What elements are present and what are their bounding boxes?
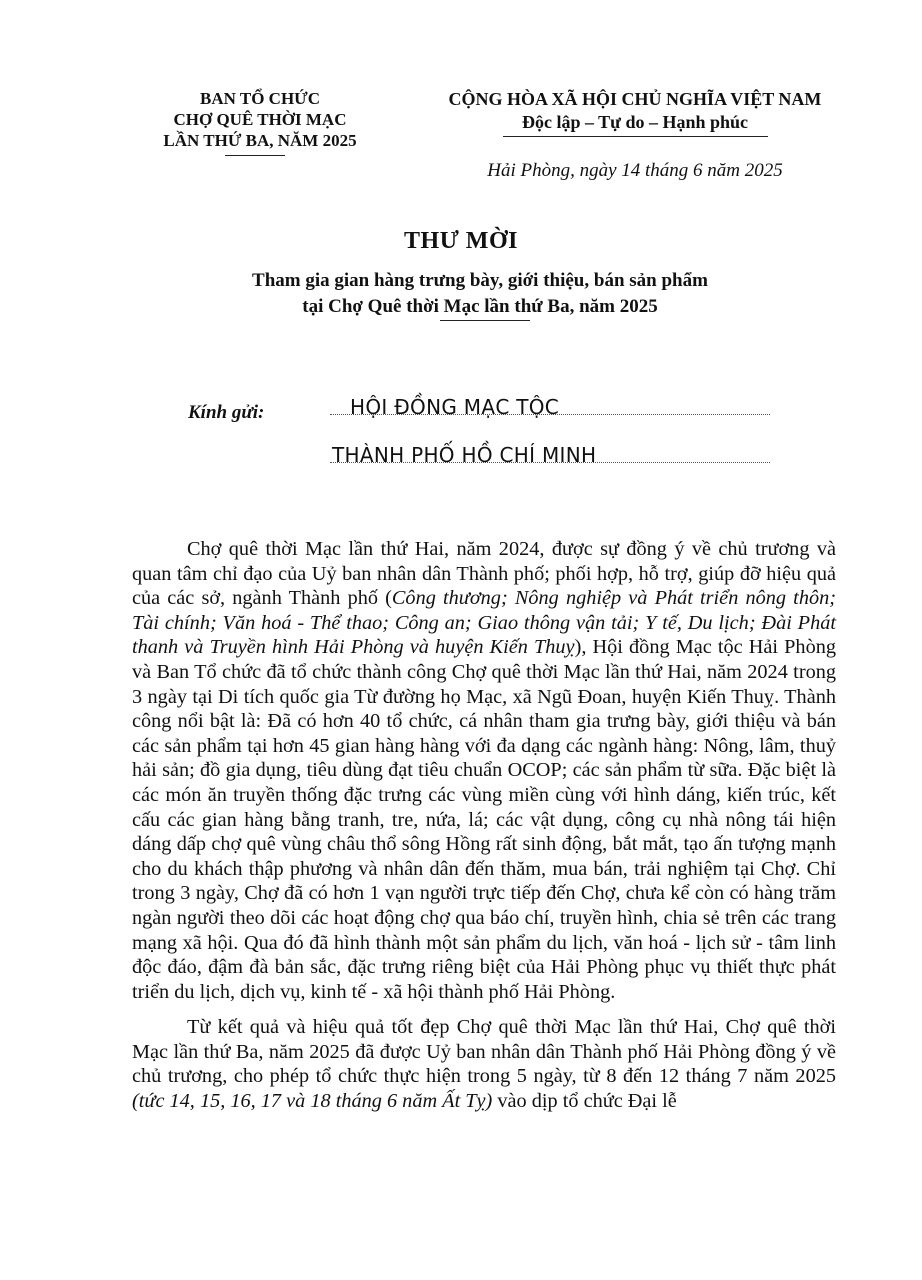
paragraph-1-italic: Công thương; Nông nghiệp và Phát triển nông thôn; Tài chính; Văn hoá - Thể thao; Công an; Giao thông vận tải; Y tế, Du lịch; Đài Phát thanh và Truyền hình Hải Phòng và huyện Kiến Thuỵ <box>132 587 836 659</box>
paragraph-2-text-a: Từ kết quả và hiệu quả tốt đẹp Chợ quê thời Mạc lần thứ Hai, Chợ quê thời Mạc lần thứ Ba, năm 2025 đã được Uỷ ban nhân dân Thành phố Hải Phòng đồng ý về chủ trương, cho phép tổ chức thực hiện trong 5 ngày, từ 8 đến 12 tháng 7 năm 2025 <box>132 1016 836 1088</box>
organizer-block <box>130 88 390 151</box>
paragraph-1 <box>132 537 836 1004</box>
paragraph-2-italic: (tức 14, 15, 16, 17 và 18 tháng 6 năm Ất Tỵ) <box>132 1090 493 1113</box>
document-subtitle <box>150 268 810 320</box>
national-header <box>420 88 850 134</box>
organizer-line-1: BAN TỔ CHỨC <box>200 89 320 108</box>
document-title: THƯ MỜI <box>404 228 518 254</box>
national-motto: Độc lập – Tự do – Hạnh phúc <box>521 112 749 132</box>
paragraph-1-text-a: Chợ quê thời Mạc lần thứ Hai, năm 2024, được sự đồng ý về chủ trương và quan tâm chỉ đạo của Uỷ ban nhân dân Thành phố; phối hợp, hỗ trợ, giúp đỡ hiệu quả của các sở, ngành Thành phố ( <box>132 538 836 610</box>
subtitle-underline <box>440 320 530 321</box>
document-date: Hải Phòng, ngày 14 tháng 6 năm 2025 <box>487 160 783 181</box>
paragraph-1-text-b: ), Hội đồng Mạc tộc Hải Phòng và Ban Tổ chức đã tổ chức thành công Chợ quê thời Mạc lần thứ Hai, năm 2024 trong 3 ngày tại Di tích quốc gia Từ đường họ Mạc, xã Ngũ Đoan, huyện Kiến Thuỵ. Thành công nổi bật là: Đã có hơn 40 tổ chức, cá nhân tham gia trưng bày, giới thiệu và bán các sản phẩm tại hơn 45 gian hàng hàng với đa dạng các ngành hàng: Nông, lâm, thuỷ hải sản; đồ gia dụng, tiêu dùng đạt tiêu chuẩn OCOP; các sản phẩm từ sữa. Đặc biệt là các món ăn truyền thống đặc trưng các vùng miền cùng với hình dáng, kiến trúc, kết cấu các gian hàng bằng tranh, tre, nứa, lá; các vật dụng, công cụ nhà nông tái hiện dáng dấp chợ quê vùng châu thổ sông Hồng rất sinh động, bắt mắt, tạo ấn tượng mạnh cho du khách thập phương và nhân dân đến thăm, mua bán, trải nghiệm tại Chợ. Chỉ trong 3 ngày, Chợ đã có hơn 1 vạn người trực tiếp đến Chợ, chưa kể còn có hàng trăm ngàn người theo dõi các hoạt động chợ qua báo chí, truyền hình, chia sẻ trên các trang mạng xã hội. Qua đó đã hình thành một sản phẩm du lịch, văn hoá - lịch sử - tâm linh độc đáo, đậm đà bản sắc, đặc trưng riêng biệt của Hải Phòng phục vụ thiết thực phát triển du lịch, dịch vụ, kinh tế - xã hội thành phố Hải Phòng. <box>132 636 836 1003</box>
letter-body <box>132 537 836 1125</box>
subtitle-line-1: Tham gia gian hàng trưng bày, giới thiệu, bán sản phẩm <box>252 270 708 291</box>
motto-underline <box>503 136 768 137</box>
recipient-name-line-2: THÀNH PHỐ HỒ CHÍ MINH <box>332 443 597 467</box>
organizer-line-2: CHỢ QUÊ THỜI MẠC <box>173 110 347 129</box>
recipient-label: Kính gửi: <box>188 402 265 423</box>
paragraph-2-text-b: vào dịp tổ chức Đại lễ <box>492 1090 677 1113</box>
subtitle-line-2: tại Chợ Quê thời Mạc lần thứ Ba, năm 2025 <box>302 296 658 317</box>
organizer-underline <box>225 155 285 156</box>
organizer-line-3: LẦN THỨ BA, NĂM 2025 <box>163 131 357 150</box>
paragraph-2 <box>132 1015 836 1113</box>
recipient-name-line-1: HỘI ĐỒNG MẠC TỘC <box>350 395 560 419</box>
nation-name: CỘNG HÒA XÃ HỘI CHỦ NGHĨA VIỆT NAM <box>448 89 822 109</box>
